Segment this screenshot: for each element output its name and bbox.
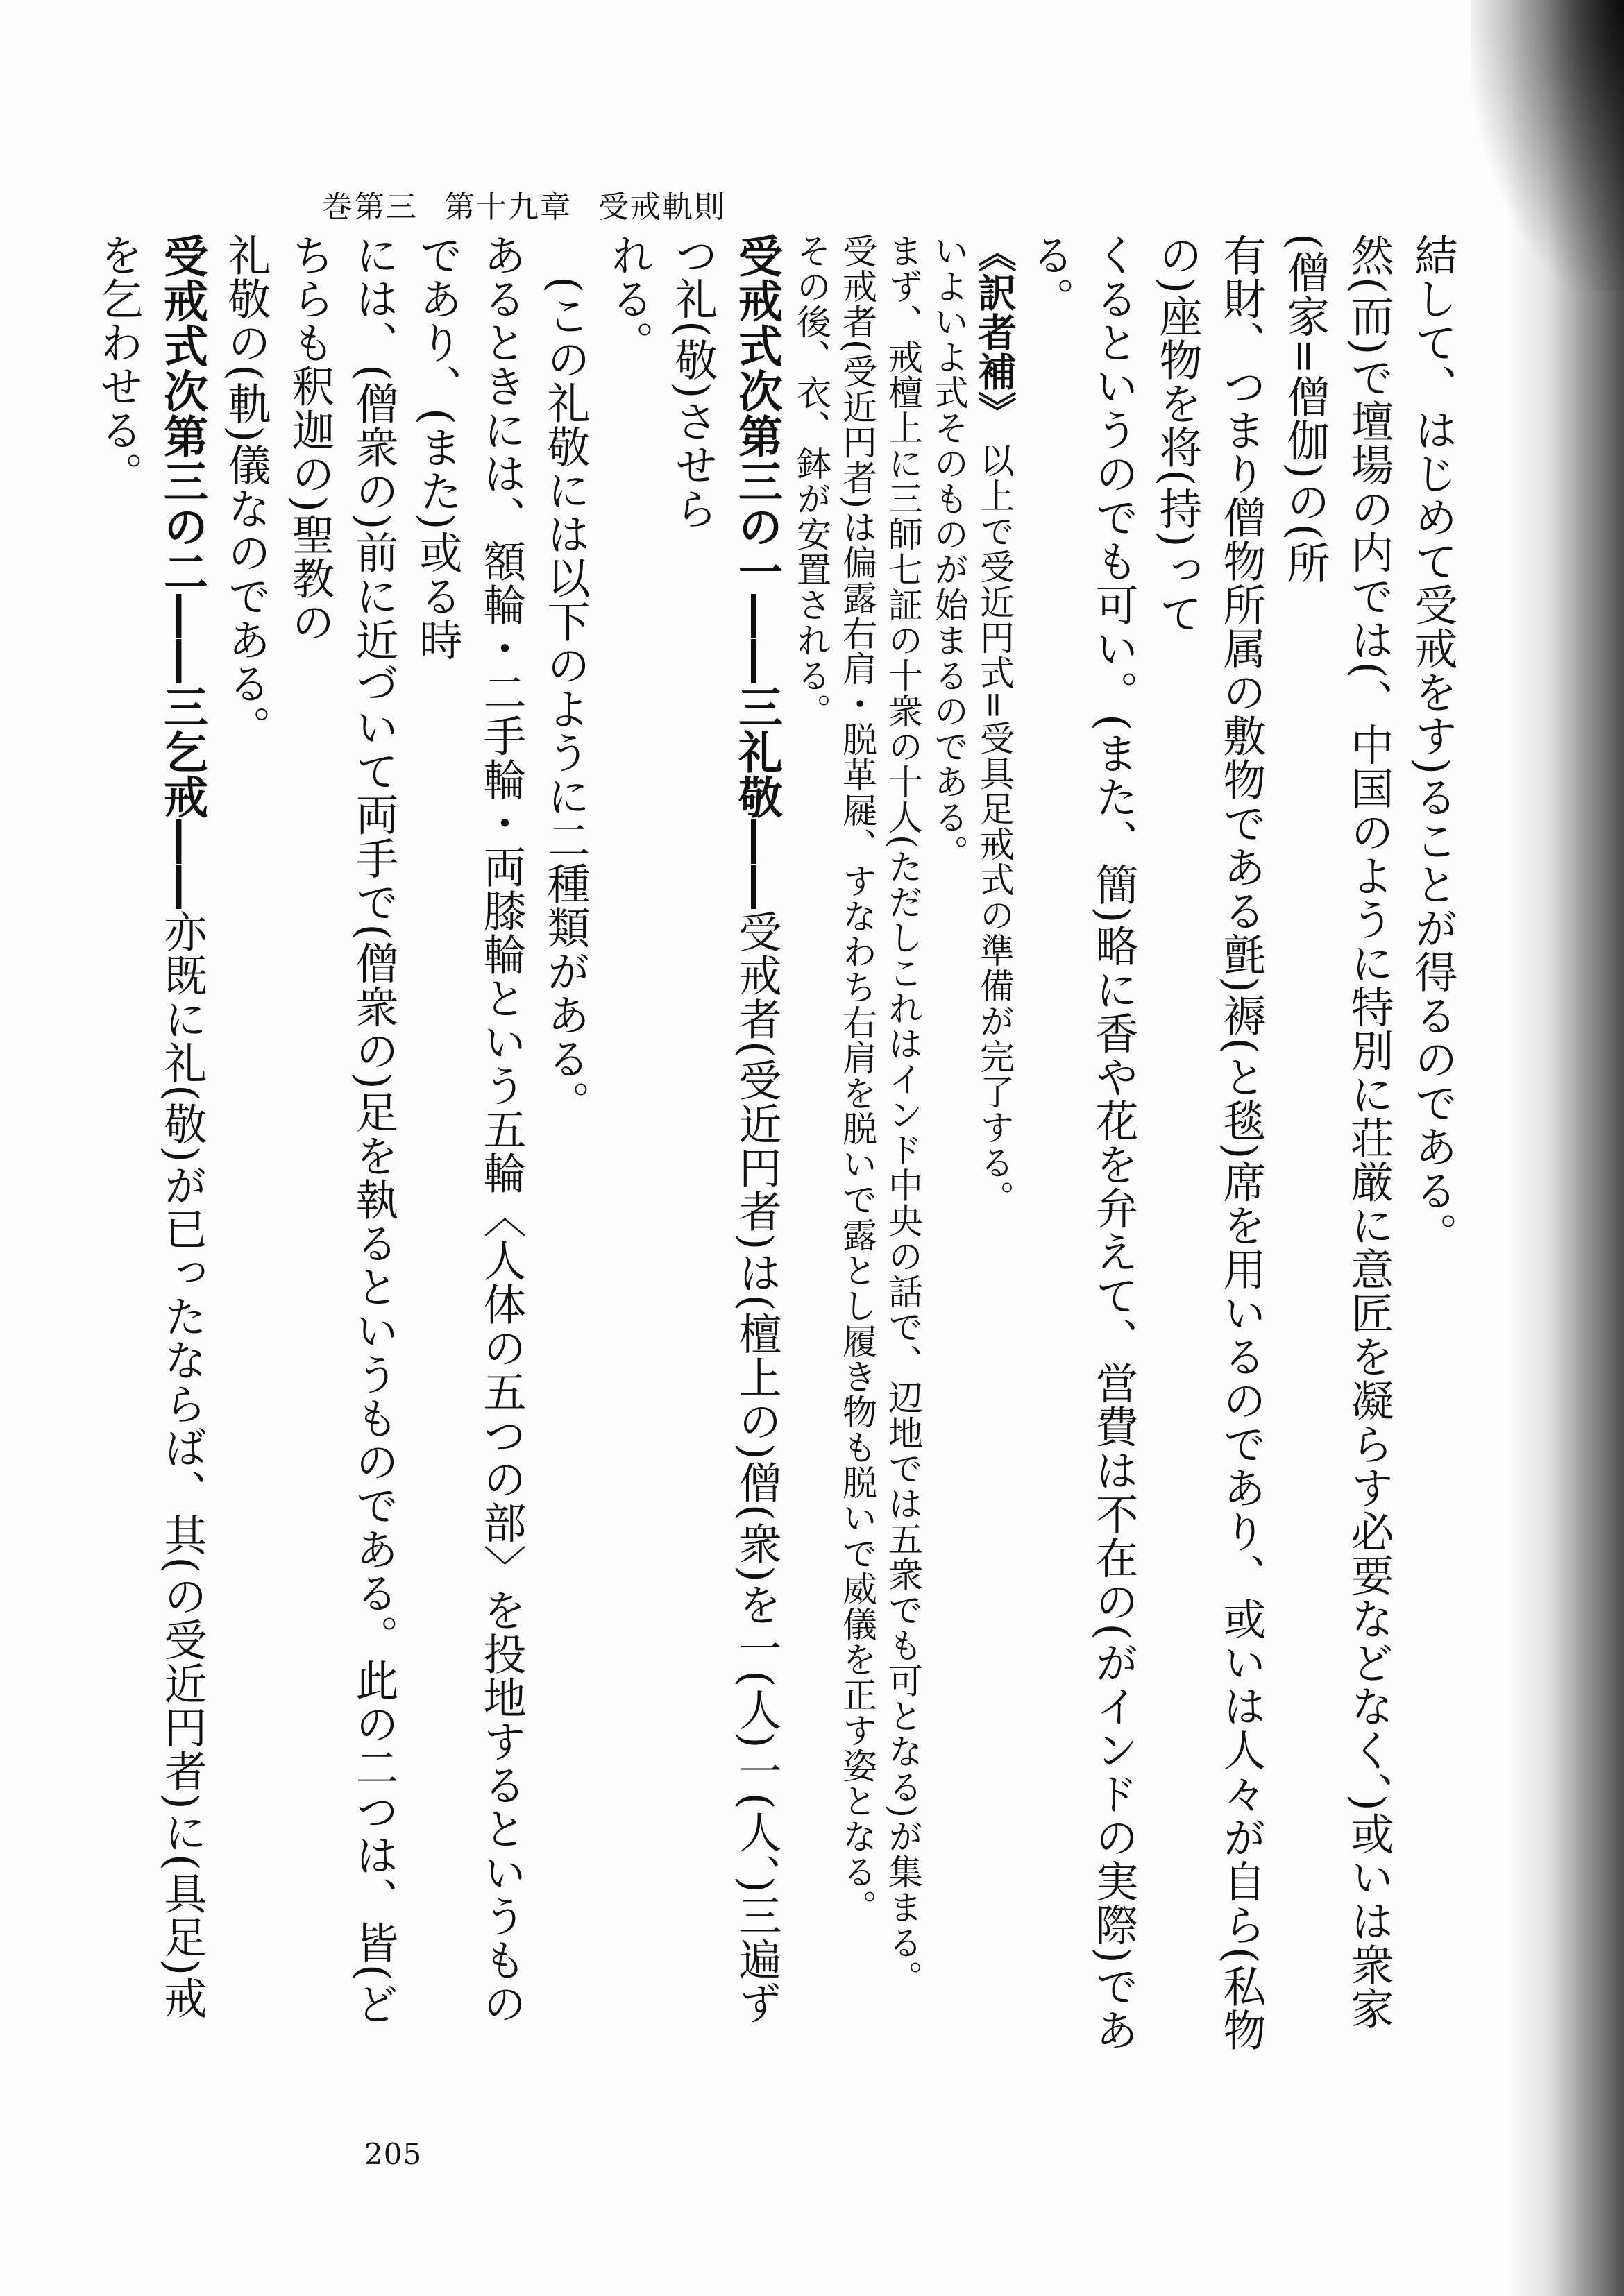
- translator-note-heading: 《訳者補》: [972, 233, 1017, 431]
- translator-note-line-1: [972, 233, 1017, 2058]
- body-line-2: 然(而)で壇場の内では(、中国のように特別に荘厳に意匠を凝らす必要などなく、)或いは衆家(僧家=僧伽)の(所: [1280, 233, 1394, 2030]
- scan-shadow-corner: [1471, 0, 1624, 291]
- section-3-1-text-end: れる。: [604, 233, 654, 364]
- body-line-8: 礼敬の(軌)儀なのである。: [221, 233, 271, 749]
- section-3-1-text: 受戒者(受近円者)は(檀上の)僧(衆)を一(人)一(人、)三遍ずつ礼(敬)させら: [668, 233, 782, 2025]
- vertical-text-body: [86, 233, 1464, 2058]
- running-header: [322, 182, 752, 226]
- section-3-2-text: 亦既に礼(敬)が已ったならば、其(の受近円者)に(具足)戒を乞わせる。: [93, 233, 208, 2021]
- body-line-6: あるときには、額輪・二手輪・両膝輪という五輪〈人体の五つの部〉を投地するというものであり、(また)或る時: [412, 233, 527, 2025]
- body-line-4: くるというのでも可い。(また、簡)略に香や花を弁えて、営費は不在の(がインドの実際)である。: [1024, 233, 1139, 2052]
- scan-shadow-edge: [1506, 0, 1624, 2296]
- body-line-1: 結して、はじめて受戒をす)ることが得るのである。: [1407, 233, 1458, 1257]
- body-line-3: 有財、つまり僧物所属の敷物である氈)褥(と毯)席を用いるのであり、或いは人々が自ら(私物の)座物を将(持)って: [1152, 233, 1267, 2052]
- translator-note-line-3: まず、戒檀上に三師七証の十衆の十人(ただしこれはインド中央の話で、辺地では五衆でも可となる)が集まる。: [883, 233, 923, 1996]
- translator-note-line-2: いよいよ式そのものが始まるのである。: [929, 233, 969, 870]
- translator-note-text-1: 以上で受近円式=受具足戒式の準備が完了する。: [974, 442, 1015, 1216]
- page-number: 205: [364, 2137, 423, 2171]
- header-volume: 巻第三: [322, 189, 418, 225]
- translator-note-line-5: その後、衣、鉢が安置される。: [791, 233, 831, 729]
- section-3-2-title: 受戒式次第三の二――三乞戒――: [156, 233, 208, 910]
- body-line-5: (この礼敬には以下のように二種類がある。: [540, 276, 591, 1125]
- translator-note-line-4: 受戒者(受近円者)は偏露右肩・脱革屣、すなわち右肩を脱いで露とし履き物も脱いで威儀を正す姿となる。: [837, 233, 877, 1925]
- header-title: 受戒軌則: [598, 189, 726, 225]
- section-3-1-title: 受戒式次第三の一――三礼敬――: [731, 233, 783, 910]
- section-heading-3-2: [86, 233, 214, 2058]
- section-heading-3-1: [661, 233, 788, 2058]
- header-chapter: 第十九章: [444, 189, 572, 225]
- body-line-7: には、(僧衆の)前に近づいて両手で(僧衆の)足を執るというものである。此の二つは、皆(どちらも釈迦の)聖教の: [285, 233, 399, 2025]
